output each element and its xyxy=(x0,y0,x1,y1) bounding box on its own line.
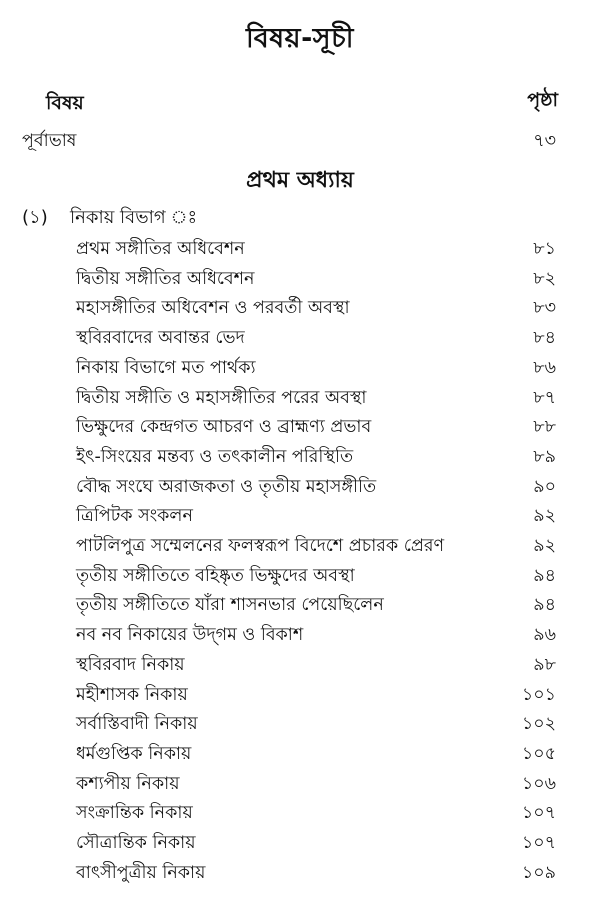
toc-entry-label: কশ্যপীয় নিকায় xyxy=(76,774,180,794)
toc-entry-label: বাৎসীপুত্রীয় নিকায় xyxy=(76,863,206,883)
toc-entry-page-number: ৯৪ xyxy=(533,595,556,615)
toc-entry-label: স্থবিরবাদ নিকায় xyxy=(76,655,185,675)
toc-entry-label: সংক্রান্তিক নিকায় xyxy=(76,803,193,823)
toc-entry-label: দ্বিতীয় সঙ্গীতির অধিবেশন xyxy=(76,269,255,289)
toc-entry-page-number: ৯২ xyxy=(533,506,556,526)
toc-entry-page-number: ৮২ xyxy=(533,269,556,289)
toc-entry-label: নিকায় বিভাগে মত পার্থক্য xyxy=(76,358,256,378)
toc-entry-page-number: ৮৬ xyxy=(533,358,556,378)
toc-entry-page-number: ৮৮ xyxy=(533,417,556,437)
toc-entry-label: সৌত্রান্তিক নিকায় xyxy=(76,833,196,853)
toc-entry-label: সর্বাস্তিবাদী নিকায় xyxy=(76,714,198,734)
toc-entry-label: ত্রিপিটক সংকলন xyxy=(76,506,193,526)
toc-entry-page-number: ১০৯ xyxy=(521,863,556,883)
toc-entry-label: মহীশাসক নিকায় xyxy=(76,685,188,705)
section-title: নিকায় বিভাগ ঃ xyxy=(70,207,198,228)
toc-entry-page-number: ১০২ xyxy=(521,714,556,734)
toc-entry-page-number: ৯৮ xyxy=(533,655,556,675)
toc-entry-page-number: ৮৯ xyxy=(533,447,556,467)
subject-column-header: বিষয় xyxy=(46,92,84,114)
page-title: বিষয়-সূচী xyxy=(246,23,354,54)
toc-entry-page-number: ৮১ xyxy=(533,239,556,259)
toc-entry-label: পাটলিপুত্র সম্মেলনের ফলস্বরূপ বিদেশে প্রচারক প্রেরণ xyxy=(76,536,445,556)
toc-entry-page-number: ৮৭ xyxy=(533,388,556,408)
chapter-heading: প্রথম অধ্যায় xyxy=(246,168,354,193)
toc-entry-label: দ্বিতীয় সঙ্গীতি ও মহাসঙ্গীতির পরের অবস্থা xyxy=(76,388,367,408)
toc-entry-page-number: ১০৫ xyxy=(521,744,556,764)
toc-entry-label: নব নব নিকায়ের উদ্‌গম ও বিকাশ xyxy=(76,625,304,645)
toc-entry-page-number: ৯৪ xyxy=(533,566,556,586)
toc-entry-label: প্রথম সঙ্গীতির অধিবেশন xyxy=(76,239,245,259)
toc-entry-label: তৃতীয় সঙ্গীতিতে যাঁরা শাসনভার পেয়েছিলেন xyxy=(76,595,384,615)
toc-entry-label: মহাসঙ্গীতির অধিবেশন ও পরবর্তী অবস্থা xyxy=(76,298,350,318)
toc-entry-label: স্থবিরবাদের অবান্তর ভেদ xyxy=(76,328,245,348)
toc-entry-page-number: ১০৭ xyxy=(521,803,556,823)
toc-entry-page-number: ৮৩ xyxy=(533,298,556,318)
toc-entry-page-number: ৮৪ xyxy=(533,328,556,348)
toc-entry-label: তৃতীয় সঙ্গীতিতে বহিষ্কৃত ভিক্ষুদের অবস্থা xyxy=(76,566,355,586)
toc-entry-label: ভিক্ষুদের কেন্দ্রগত আচরণ ও ব্রাহ্মণ্য প্রভাব xyxy=(76,417,372,437)
toc-entry-page-number: ৯৬ xyxy=(533,625,556,645)
toc-entry-page-number: ১০৭ xyxy=(521,833,556,853)
toc-entry-page-number: ১০৬ xyxy=(521,774,556,794)
preface-entry: পূর্বাভাষ xyxy=(22,131,77,151)
section-number: (১) xyxy=(22,207,48,228)
preface-page-number: ৭৩ xyxy=(533,131,556,151)
toc-entry-label: ইৎ-সিংয়ের মন্তব্য ও তৎকালীন পরিস্থিতি xyxy=(76,447,354,467)
toc-entry-page-number: ১০১ xyxy=(521,685,556,705)
page-column-header: পৃষ্ঠা xyxy=(527,89,558,111)
toc-entry-page-number: ৯২ xyxy=(533,536,556,556)
toc-entry-page-number: ৯০ xyxy=(533,477,556,497)
toc-entry-label: ধর্মগুপ্তিক নিকায় xyxy=(76,744,192,764)
toc-entry-label: বৌদ্ধ সংঘে অরাজকতা ও তৃতীয় মহাসঙ্গীতি xyxy=(76,477,377,497)
